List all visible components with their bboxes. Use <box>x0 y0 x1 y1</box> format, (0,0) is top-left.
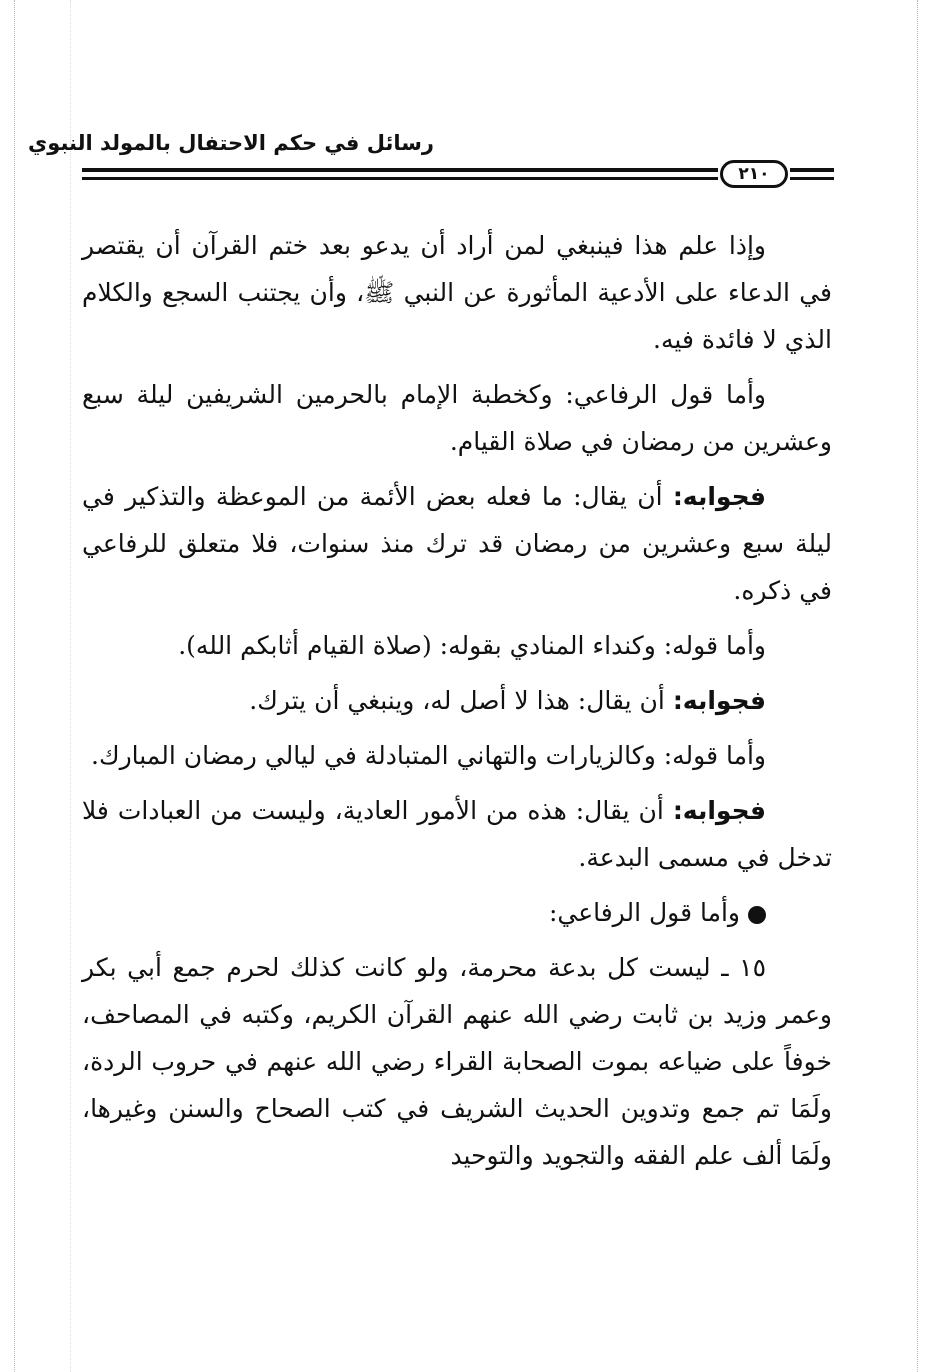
page-edge-left <box>14 0 15 1372</box>
numbered-paragraph-15: ١٥ ـ ليست كل بدعة محرمة، ولو كانت كذلك لحرم جمع أبي بكر وعمر وزيد بن ثابت رضي الله عنهم القرآن الكريم، وكتبه في المصاحف، خوفاً على ضياعه بموت الصحابة القراء رضي الله عنهم في حروب الردة، ولَمَا تم جمع وتدوين الحديث الشريف في كتب الصحاح والسنن وغيرها، ولَمَا ألف علم الفقه والتجويد والتوحيد <box>82 953 832 1170</box>
page-edge-right <box>917 0 918 1372</box>
paragraph-2: وأما قول الرفاعي: وكخطبة الإمام بالحرمين الشريفين ليلة سبع وعشرين من رمضان في صلاة القيام. <box>82 380 832 456</box>
header-rule-right-thick <box>790 168 834 172</box>
paragraph-3: فجوابه: أن يقال: ما فعله بعض الأئمة من الموعظة والتذكير في ليلة سبع وعشرين من رمضان قد ترك منذ سنوات، فلا متعلق للرفاعي في ذكره. <box>82 482 832 605</box>
page-body <box>82 222 832 1187</box>
paragraph-5: فجوابه: أن يقال: هذا لا أصل له، وينبغي أن يترك. <box>249 686 766 715</box>
header-rule-thin <box>82 177 718 180</box>
bullet-paragraph: وأما قول الرفاعي: <box>82 889 832 936</box>
paragraph-6: وأما قوله: وكالزيارات والتهاني المتبادلة في ليالي رمضان المبارك. <box>91 741 766 770</box>
paragraph-7: فجوابه: أن يقال: هذه من الأمور العادية، وليست من العبادات فلا تدخل في مسمى البدعة. <box>82 796 832 872</box>
paragraph-1: وإذا علم هذا فينبغي لمن أراد أن يدعو بعد ختم القرآن أن يقتصر في الدعاء على الأدعية المأثورة عن النبي ﷺ، وأن يجتنب السجع والكلام الذي لا فائدة فيه. <box>82 231 832 354</box>
running-header-title: رسائل في حكم الاحتفال بالمولد النبوي <box>28 131 434 155</box>
header-rule-thick <box>82 168 718 172</box>
paragraph-4: وأما قوله: وكنداء المنادي بقوله: (صلاة القيام أثابكم الله). <box>178 631 766 660</box>
header-rule-right-thin <box>790 177 834 180</box>
page-edge-inner <box>70 0 71 1372</box>
bullet-dot-icon <box>748 906 766 924</box>
page-number-badge: ٢١٠ <box>720 160 788 188</box>
